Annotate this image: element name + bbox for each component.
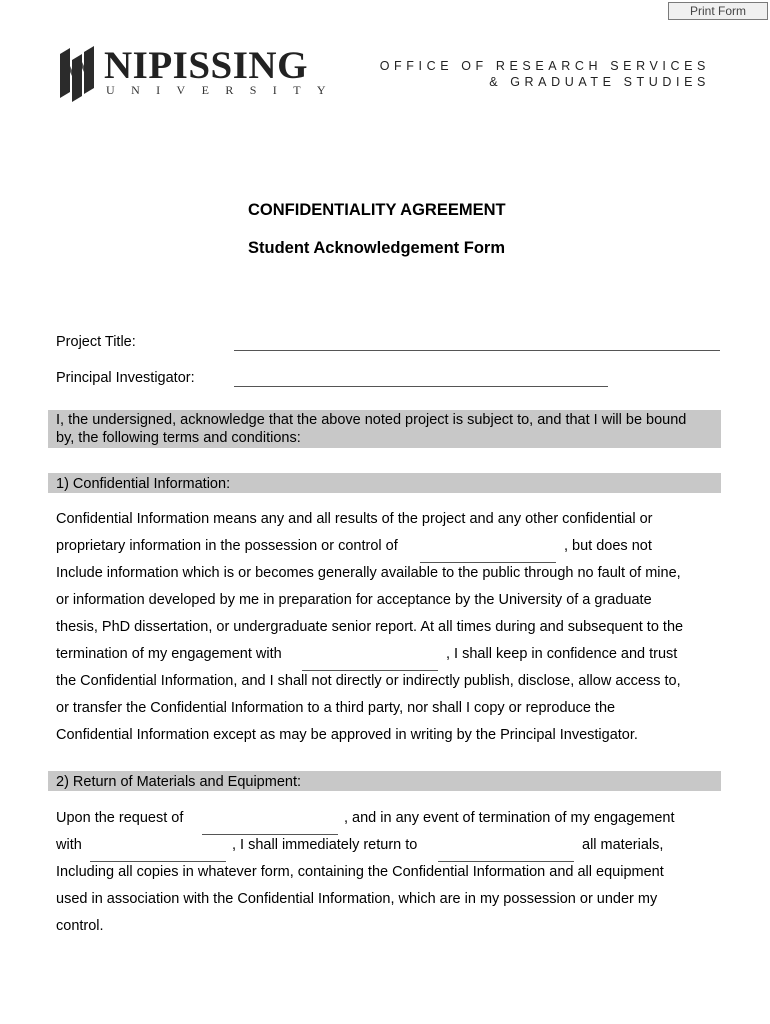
s2-line-2b: , I shall immediately return to xyxy=(232,837,418,853)
s1-line-2a: proprietary information in the possession or control of xyxy=(56,538,398,554)
s1-line-3: Include information which is or becomes generally available to the public through no fault of mine, xyxy=(56,565,681,581)
s1-line-1: Confidential Information means any and all results of the project and any other confidential or xyxy=(56,511,653,527)
logo-subtitle: UNIVERSITY xyxy=(106,83,342,97)
office-line-1: OFFICE OF RESEARCH SERVICES xyxy=(379,59,710,73)
project-title-label: Project Title: xyxy=(56,334,136,350)
s1-line-2b: , but does not xyxy=(564,538,652,554)
logo-wordmark: NIPISSING xyxy=(104,44,308,87)
s1-line-6b: , I shall keep in confidence and trust xyxy=(446,646,678,662)
office-heading xyxy=(380,58,710,90)
nipissing-logo-mark xyxy=(58,46,102,102)
office-line-2: & GRADUATE STUDIES xyxy=(489,75,710,89)
project-title-field[interactable] xyxy=(234,350,720,351)
principal-investigator-label: Principal Investigator: xyxy=(56,370,195,386)
section-1-heading: 1) Confidential Information: xyxy=(48,473,721,493)
s1-blank-2[interactable] xyxy=(302,670,438,671)
principal-investigator-field[interactable] xyxy=(234,386,608,387)
s1-line-7: the Confidential Information, and I shall not directly or indirectly publish, disclose, allow access to, xyxy=(56,673,681,689)
s2-line-3: Including all copies in whatever form, containing the Confidential Information and all equipment xyxy=(56,864,664,880)
s2-line-1b: , and in any event of termination of my engagement xyxy=(344,810,675,826)
s2-line-4: used in association with the Confidential Information, which are in my possession or under my xyxy=(56,891,658,907)
s2-line-1a: Upon the request of xyxy=(56,810,184,826)
s1-line-6a: termination of my engagement with xyxy=(56,646,282,662)
ack-line-1: I, the undersigned, acknowledge that the above noted project is subject to, and that I will be bound xyxy=(56,412,687,428)
s2-blank-1[interactable] xyxy=(202,834,338,835)
s1-line-4: or information developed by me in preparation for acceptance by the University of a graduate xyxy=(56,592,652,608)
s1-blank-1[interactable] xyxy=(420,562,556,563)
s2-line-2a: with xyxy=(56,837,82,853)
s1-line-8: or transfer the Confidential Information to a third party, nor shall I copy or reproduce the xyxy=(56,700,616,716)
s1-line-9: Confidential Information except as may be approved in writing by the Principal Investigator. xyxy=(56,727,638,743)
document-subtitle: Student Acknowledgement Form xyxy=(248,239,505,257)
s2-blank-3[interactable] xyxy=(438,861,574,862)
acknowledgement-band xyxy=(48,410,721,448)
s2-blank-2[interactable] xyxy=(90,861,226,862)
ack-line-2: by, the following terms and conditions: xyxy=(56,430,301,446)
section-2-heading: 2) Return of Materials and Equipment: xyxy=(48,771,721,791)
print-form-button[interactable]: Print Form xyxy=(668,2,768,20)
s2-line-2c: all materials, xyxy=(582,837,664,853)
s2-line-5: control. xyxy=(56,918,104,934)
document-title: CONFIDENTIALITY AGREEMENT xyxy=(248,201,506,219)
s1-line-5: thesis, PhD dissertation, or undergraduate senior report. At all times during and subsequent to the xyxy=(56,619,684,635)
